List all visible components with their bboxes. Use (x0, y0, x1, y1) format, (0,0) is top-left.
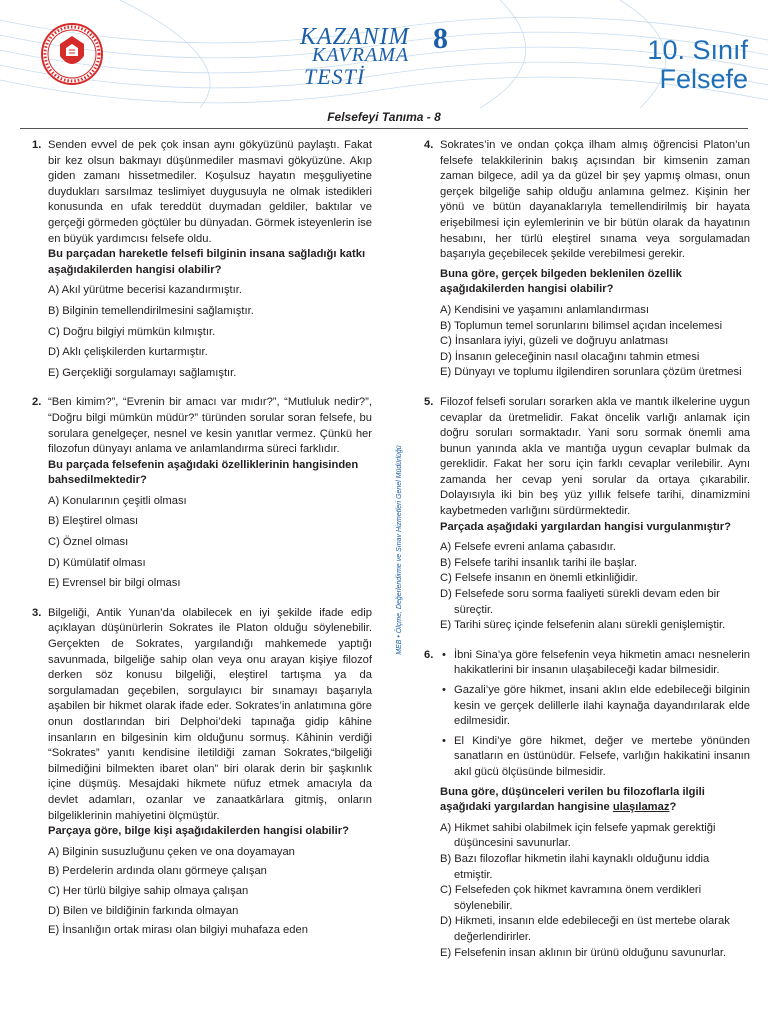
test-number: 8 (433, 22, 448, 55)
question-number: 6. (424, 648, 434, 661)
option-list (440, 821, 750, 961)
option-a[interactable]: A) Felsefe evreni anlama çabasıdır. (440, 541, 616, 554)
question-text: “Ben kimim?”, “Evrenin bir amacı var mıdır?”, “Mutluluk nedir?”, “Doğru bilgi mümkün müdür?” türünden sorular soran felsefe, bu sorulara genelgeçer, nesnel ve kesin yanıtlar vermez. Çünkü her filozofun dünyayı anlama ve anlamlandırma süreci farklıdır. (48, 396, 372, 456)
option-b[interactable]: B) Perdelerin ardında olanı görmeye çalışan (48, 865, 267, 878)
option-c[interactable]: C) İnsanlara iyiyi, güzeli ve doğruyu anlatması (440, 335, 669, 348)
option-a[interactable]: A) Akıl yürütme becerisi kazandırmıştır. (48, 284, 242, 297)
question-number: 3. (32, 606, 42, 619)
option-e[interactable]: E) Felsefenin insan aklının bir ürünü olduğunu savunurlar. (440, 946, 727, 959)
logo-line-3: TESTİ (304, 64, 366, 89)
option-e[interactable]: E) İnsanlığın ortak mirası olan bilgiyi muhafaza eden (48, 924, 308, 937)
option-list (48, 494, 372, 592)
option-b[interactable]: B) Toplumun temel sorunlarını bilimsel açıdan incelemesi (440, 319, 723, 332)
option-c[interactable]: C) Doğru bilgiyi mümkün kılmıştır. (48, 325, 216, 338)
ministry-seal-icon (40, 22, 104, 86)
question-prompt: Buna göre, gerçek bilgeden beklenilen özellik aşağıdakilerden hangisi olabilir? (440, 267, 682, 296)
side-vertical-text-box (392, 380, 406, 720)
option-d[interactable]: D) Kümülatif olması (48, 556, 146, 569)
question-prompt: Parçaya göre, bilge kişi aşağıdakilerden hangisi olabilir? (48, 825, 349, 838)
question-text: Bilgeliği, Antik Yunan’da olabilecek en iyi şekilde ifade edip açıklayan düşünürlerin Sokrates ile Platon olduğu söylenebilir. Gerçekten de Sokrates, yargılandığı mahkemede yaptığı savunmada, bilgeliğe sahip olan veya onu arayan kişiye filozof derken söz konusu bilgeliği, eleştirel tartışma ya da sorgulamadan geçebilen, sorgulayıcı bir sınamayı başarıyla aşabilen bir hikmet olarak ifade eder. Sokrates’in anlatımına göre onun dostlarından biri Delphoi’deki tapınağa gidip kâhine insanların en bilgesinin kim olduğunu sormuş. Kâhinin verdiği “Sokrates” yanıtı kendisine iletildiği zaman Sokrates,“bilgeliği bilmediğini bilmekten ibaret olan” biri olarak derin bir şaşkınlık içine düşmüş. Mesajdaki hikmete nüfuz etmek amacıyla da devlet adamları, ozanlar ve zanaatkârlara gitmiş, onların bilgeliklerinin mahiyetini ölçmüştür. (48, 606, 372, 822)
side-vertical-text: MEB • Ölçme, Değerlendirme ve Sınav Hizmetleri Genel Müdürlüğü (396, 445, 403, 655)
grade-label: 10. Sınıf (647, 35, 748, 65)
question-prompt: Parçada aşağıdaki yargılardan hangisi vurgulanmıştır? (440, 520, 731, 533)
question-text: Filozof felsefi soruları sorarken akla ve mantık ilkelerine uygun cevaplar da üretmelidir. Fakat öncelik varlığı anlamak için doğru soruları sormaktadır. Yani soru sormak önemli ama bunun yanında akla ve mantığa uygun cevaplar bulmak da gereklidir. Fakat her soru için farklı cevaplar verilebilir. Aynı zamanda her cevap yeni sorular da ortaya çıkarabilir. Dolayısıyla iki bin beş yüz yıllık felsefe tarihi, dinamizmini kaybetmeden varlığını sürdürmektedir. (440, 395, 750, 518)
question-prompt: Bu parçadan hareketle felsefi bilginin insana sağladığı katkı aşağıdakilerden hangisi olabilir? (48, 248, 366, 276)
option-a[interactable]: A) Hikmet sahibi olabilmek için felsefe yapmak gerektiği düşüncesini savunurlar. (440, 821, 716, 850)
option-list (48, 283, 372, 381)
question-6 (412, 648, 750, 961)
question-2 (20, 395, 372, 592)
prompt-underlined: ulaşılamaz (612, 801, 670, 814)
question-number: 2. (32, 396, 42, 409)
option-c[interactable]: C) Her türlü bilgiye sahip olmaya çalışan (48, 884, 249, 897)
option-a[interactable]: A) Bilginin susuzluğunu çeken ve ona doyamayan (48, 845, 295, 858)
bullet-gazali: • Gazali’ye göre hikmet, insani aklın elde edebileceği bilginin kesin ve gerçek delillerle ilahi kaynağa dayandırılarak elde edilmesidir. (440, 683, 750, 730)
question-number: 1. (32, 139, 42, 151)
option-c[interactable]: C) Felsefe insanın en önemli etkinliğidir. (440, 572, 638, 585)
option-d[interactable]: D) Bilen ve bildiğinin farkında olmayan (48, 904, 239, 917)
prompt-text: Buna göre, düşünceleri verilen bu filozoflarla ilgili aşağıdaki yargılardan hangisine (440, 785, 705, 814)
page-header (0, 0, 768, 108)
question-1 (20, 138, 372, 381)
option-c[interactable]: C) Felsefeden çok hikmet kavramına önem verdikleri söylenebilir. (440, 884, 702, 912)
option-b[interactable]: B) Felsefe tarihi insanlık tarihi ile başlar. (440, 556, 638, 569)
bullet-el-kindi: • El Kindi’ye göre hikmet, değer ve mertebe yönünden sanatların en üstünüdür. Felsefe, varlığın hakikatini insanın akıl gücü ölçüsünde bilmesidir. (440, 734, 750, 781)
question-number: 5. (424, 395, 434, 408)
option-list (440, 540, 750, 634)
bullet-ibni-sina: • İbni Sina’ya göre felsefenin veya hikmetin amacı nesnelerin hakikatlerini bir insanın ulaşabileceği kadar bilmesidir. (440, 648, 750, 679)
option-e[interactable]: E) Dünyayı ve toplumu ilgilendiren sorunlara çözüm üretmesi (440, 366, 742, 379)
subject-label: Felsefe (659, 64, 748, 94)
page-subtitle: Felsefeyi Tanıma - 8 (327, 110, 441, 124)
option-d[interactable]: D) Aklı çelişkilerden kurtarmıştır. (48, 346, 208, 359)
option-d[interactable]: D) Felsefede soru sorma faaliyeti sürekli devam eden bir süreçtir. (440, 588, 720, 616)
subtitle-divider (20, 128, 748, 129)
question-3 (20, 606, 372, 939)
question-prompt (440, 785, 750, 816)
prompt-end: ? (669, 801, 677, 814)
option-e[interactable]: E) Evrensel bir bilgi olması (48, 577, 181, 590)
question-text: Sokrates’in ve ondan çokça ilham almış öğrencisi Platon’un felsefe telakkilerinin bakış açısından bir kimsenin zaman zaman bilgece, adil ya da güzel bir şey yapmış olması, onun gerçek bilgeliğe sahip olduğu anlamına gelmez. Kişinin her yönü ve bütün dayanaklarıyla temellendirilmiş bir hayata erişebilmesi için eylemlerinin ve bir bütün olarak da hayatının hesabını, her türlü eleştirel sınama veya sorgulamadan başarıyla geçebilecek şekilde verebilmesi gerekir. (440, 139, 750, 261)
left-column (20, 138, 372, 953)
question-prompt: Bu parçada felsefenin aşağıdaki özelliklerinin hangisinden bahsedilmektedir? (48, 458, 359, 487)
question-4 (412, 138, 750, 381)
option-list (440, 303, 750, 381)
question-text: Senden evvel de pek çok insan aynı gökyüzünü paylaştı. Fakat bir kez olsun bakmayı düşünmediler masmavi gökyüzüne. Akıp giden zamanı hissetmediler. Koşulsuz hayatın meşguliyetine duydukları sarsılmaz teslimiyet duygusuyla ne olmak istedikleri konusunda en ufak tereddüt duymadan geldiler, baktılar ve gerçeği görmeden göçtüler bu dünyadan. Görmek isteyenlerin ise en büyük yardımcısı felsefe oldu. (48, 139, 373, 245)
option-b[interactable]: B) Eleştirel olması (48, 515, 139, 528)
option-d[interactable]: D) İnsanın geleceğinin nasıl olacağını tahmin etmesi (440, 350, 700, 363)
right-column (412, 138, 750, 975)
question-5 (412, 395, 750, 634)
option-c[interactable]: C) Öznel olması (48, 536, 129, 549)
logo-line-2: KAVRAMA (312, 44, 410, 66)
option-a[interactable]: A) Konularının çeşitli olması (48, 494, 187, 507)
option-a[interactable]: A) Kendisini ve yaşamını anlamlandırması (440, 303, 649, 316)
option-list (48, 845, 372, 939)
option-b[interactable]: B) Bazı filozoflar hikmetin ilahi kaynaklı olduğunu iddia etmiştir. (440, 852, 710, 881)
logo-line-1: KAZANIM (300, 24, 410, 50)
question-number: 4. (424, 139, 434, 151)
option-b[interactable]: B) Bilginin temellendirilmesini sağlamıştır. (48, 304, 254, 317)
option-e[interactable]: E) Tarihi süreç içinde felsefenin alanı sürekli genişlemiştir. (440, 619, 726, 632)
grade-subject-block (647, 36, 748, 94)
option-d[interactable]: D) Hikmeti, insanın elde edebileceği en üst mertebe olarak değerlendirirler. (440, 915, 730, 943)
option-e[interactable]: E) Gerçekliği sorgulamayı sağlamıştır. (48, 366, 237, 379)
